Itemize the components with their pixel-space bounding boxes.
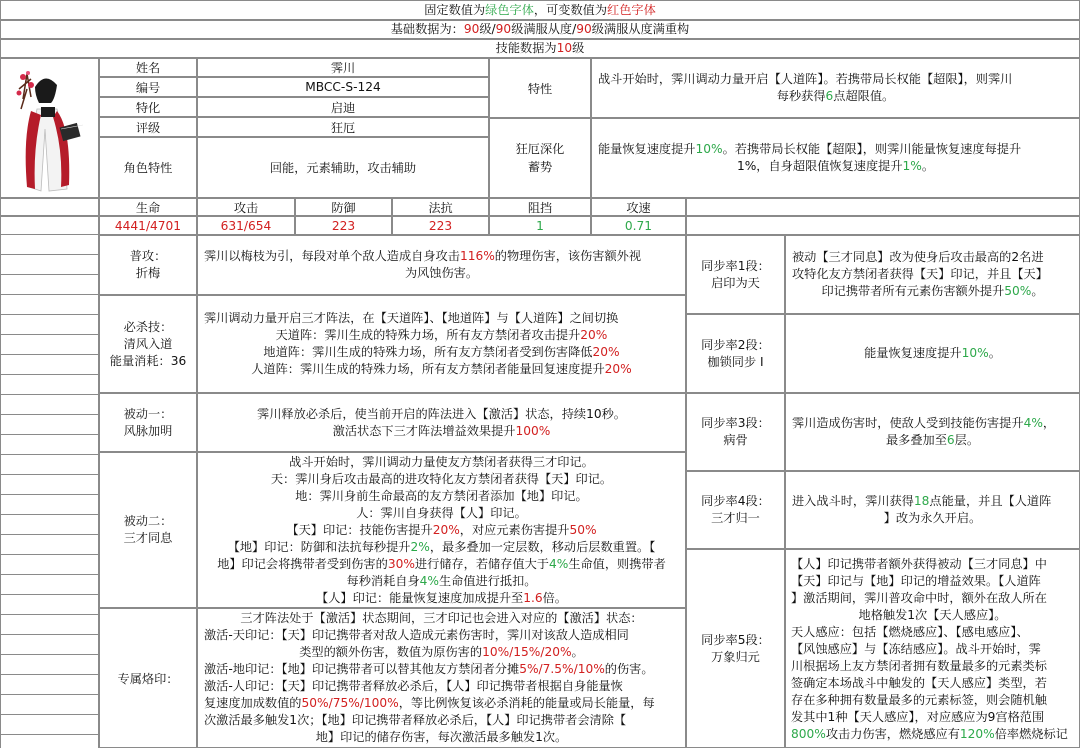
ex-num: 5%/7.5%/10% — [519, 662, 605, 676]
base-f: 级满服从度满重构 — [591, 22, 690, 36]
sync1-line-2: 攻特化友方禁闭者获得【天】印记，并且【天】 — [792, 267, 1048, 281]
s3-seg: ， — [1042, 416, 1056, 430]
normal-seg2: 的物理伤害，该伤害额外视 — [494, 249, 642, 263]
ult-line-1: 霁川调动力量开启三才阵法，在【天道阵】、【地道阵】与【人道阵】之间切换 — [204, 311, 619, 325]
stats-spacer — [0, 198, 99, 216]
id-label: 编号 — [99, 77, 197, 97]
rank-label: 评级 — [99, 117, 197, 137]
character-portrait-icon — [1, 59, 98, 197]
s3-seg: 层。 — [954, 433, 980, 447]
ult-seg: 天道阵：霁川生成的特殊力场，所有友方禁闭者攻击提升 — [275, 328, 581, 342]
stat-value-aspd: 0.71 — [591, 216, 686, 235]
sync5-line-5: 天人感应：包括【燃烧感应】、【感电感应】、 — [791, 625, 1029, 639]
p2-seg: 生命值，则携带者 — [568, 556, 666, 571]
sync5-line-7: 川根据场上友方禁闭者拥有数量最多的元素类标 — [791, 659, 1047, 673]
sync5-line-3: 】激活期间，霁川普攻命中时，额外在敌人所在 — [791, 591, 1047, 605]
portrait-cell — [0, 58, 99, 198]
p2-num: 4% — [548, 556, 569, 571]
sync4-line-1 — [792, 493, 1073, 510]
passive1-line-2 — [204, 423, 679, 440]
passive2-line-8 — [204, 573, 679, 590]
sync2-text — [785, 314, 1080, 393]
sync4-name-2: 三才归一 — [711, 511, 760, 525]
p2-seg: ，对应元素伤害提升 — [459, 522, 570, 537]
p2-num: 2% — [410, 539, 430, 554]
feature-text — [591, 58, 1080, 118]
deep-num2: 1% — [902, 159, 922, 173]
sync1-name-1: 同步率1段： — [701, 258, 770, 273]
sync3-name-2: 病骨 — [723, 433, 748, 447]
passive1-name — [99, 393, 197, 452]
normal-line-2: 为风蚀伤害。 — [404, 266, 479, 280]
sync5-text — [785, 549, 1080, 748]
normal-line-1 — [204, 248, 679, 265]
skill-level-b: 级 — [572, 41, 585, 55]
ult-line-2 — [204, 327, 679, 344]
header-note-red: 红色字体 — [607, 2, 656, 17]
stat-label-res: 法抗 — [392, 198, 489, 216]
name-value: 霁川 — [197, 58, 489, 77]
header-note — [0, 0, 1080, 20]
header-note-green: 绿色字体 — [485, 2, 534, 17]
deep-seg2: 。若携带局长权能【超限】，则霁川能量恢复速度每提升 — [722, 142, 1022, 156]
ult-seg: 地道阵：霁川生成的特殊力场，所有友方禁闭者受到伤害降低 — [263, 345, 593, 359]
sync4-name — [686, 471, 785, 549]
header-note-pre: 固定数值为 — [424, 2, 486, 17]
sync2-name-2: 枷锁同步 I — [707, 354, 764, 369]
exclusive-line-8: 地】印记的储存伤害，每次激活最多触发1次。 — [315, 730, 568, 744]
deep-seg4: 。 — [921, 159, 935, 173]
id-value: MBCC-S-124 — [197, 77, 489, 97]
exclusive-line-5: 激活-人印记：【天】印记携带者释放必杀后，【人】印记携带者根据自身能量恢 — [204, 679, 623, 693]
stat-label-def: 防御 — [295, 198, 392, 216]
exclusive-text — [197, 608, 686, 748]
s4-seg: 进入战斗时，霁川获得 — [792, 494, 914, 508]
passive2-line-5 — [204, 522, 679, 539]
sync3-name-1: 同步率3段： — [701, 416, 770, 430]
p2-seg: 每秒消耗自身 — [346, 573, 420, 588]
exclusive-line-7: 次激活最多触发1次；【地】印记携带者释放必杀后，【人】印记携带者会清除【 — [204, 713, 627, 727]
passive2-name — [99, 452, 197, 608]
p2-seg: 【人】印记：能量恢复速度加成提升至 — [316, 590, 524, 605]
sync3-line-1 — [792, 415, 1073, 432]
ult-name — [99, 295, 197, 393]
sync5-line-1: 【人】印记携带者额外获得被动【三才同息】中 — [791, 557, 1047, 571]
ult-text — [197, 295, 686, 393]
normal-num: 116% — [459, 249, 495, 263]
sync5-line-10: 发其中1种【天人感应】，对应感应为9宫格范围 — [791, 710, 1045, 724]
sync3-text — [785, 393, 1080, 471]
p2-num: 30% — [387, 556, 415, 571]
passive2-line-3: 地：霁川身前生命最高的友方禁闭者添加【地】印记。 — [295, 488, 588, 503]
skill-level-pre: 技能数据为 — [495, 41, 557, 55]
passive1-seg: 激活状态下三才阵法增益效果提升 — [332, 423, 516, 438]
exclusive-line-6 — [204, 695, 679, 712]
stat-value-atk: 631/654 — [197, 216, 295, 235]
feature-line-1: 战斗开始时，霁川调动力量开启【人道阵】。若携带局长权能【超限】，则霁川 — [598, 72, 1013, 86]
deep-text — [591, 118, 1080, 198]
ult-name-2: 清风入道 — [123, 336, 173, 351]
passive2-name-2: 三才同息 — [123, 531, 173, 545]
ex-seg: 。 — [571, 645, 584, 659]
p2-seg: 倍。 — [542, 590, 567, 605]
sync2-line-1 — [792, 345, 1073, 362]
base-c: 90 — [495, 22, 512, 36]
stats-spacer-2 — [0, 216, 99, 235]
normal-name — [99, 235, 197, 295]
exclusive-line-1: 三才阵法处于【激活】状态期间，三才印记也会进入对应的【激活】状态： — [240, 611, 643, 625]
ult-line-3 — [204, 344, 679, 361]
sync5-line-6: 【风蚀感应】与【冻结感应】。战斗开始时，霁 — [791, 642, 1041, 656]
s1-seg: 印记携带者所有元素伤害额外提升 — [821, 284, 1005, 298]
ult-seg: 人道阵：霁川生成的特殊力场，所有友方禁闭者能量回复速度提升 — [251, 362, 605, 376]
s5-num: 120% — [959, 727, 995, 741]
sync1-line-3 — [792, 283, 1073, 300]
ult-num: 20% — [604, 362, 632, 376]
p2-num: 4% — [419, 573, 439, 588]
ex-seg: 类型的额外伤害，数值为原伤害的 — [299, 645, 483, 659]
s2-seg: 能量恢复速度提升 — [864, 346, 962, 360]
stat-label-atk: 攻击 — [197, 198, 295, 216]
deep-num: 10% — [695, 142, 723, 156]
p2-seg: ，最多叠加一定层数，移动后层数重置。【 — [429, 539, 656, 554]
sync5-line-8: 签确定本场战斗中触发的【天人感应】类型，若 — [791, 676, 1047, 690]
name-label: 姓名 — [99, 58, 197, 77]
ult-num: 20% — [592, 345, 620, 359]
trait-value: 启迪 — [197, 97, 489, 117]
stat-value-res: 223 — [392, 216, 489, 235]
base-pre: 基础数据为： — [390, 22, 464, 36]
feature-seg: 每秒获得 — [776, 89, 826, 103]
passive2-line-1: 战斗开始时，霁川调动力量使友方禁闭者获得三才印记。 — [289, 454, 594, 469]
passive2-name-1: 被动二： — [123, 514, 173, 528]
p2-seg: 【地】印记：防御和法抗每秒提升 — [227, 539, 411, 554]
stat-label-hp: 生命 — [99, 198, 197, 216]
normal-text — [197, 235, 686, 295]
passive2-line-2: 天：霁川身后攻击最高的进攻特化友方禁闭者获得【天】印记。 — [270, 471, 613, 486]
deep-seg: 能量恢复速度提升 — [598, 142, 696, 156]
header-note-mid: ，可变数值为 — [533, 2, 608, 17]
header-skill-level — [0, 39, 1080, 58]
s3-seg: 最多叠加至 — [885, 433, 947, 447]
ex-num: 50%/75%/100% — [301, 696, 399, 710]
stat-label-block: 阻挡 — [489, 198, 591, 216]
sync5-name-1: 同步率5段： — [701, 632, 770, 647]
ex-seg: 激活-地印记：【地】印记携带者可以替其他友方禁闭者分摊 — [204, 662, 520, 676]
sync5-line-9: 存在多种拥有数量最多的元素标签，则会随机触 — [791, 693, 1047, 707]
stats-filler — [686, 198, 1080, 216]
passive1-text — [197, 393, 686, 452]
stats-filler-2 — [686, 216, 1080, 235]
s4-num: 18 — [913, 494, 930, 508]
sync5-name — [686, 549, 785, 748]
ult-line-4 — [204, 361, 679, 378]
base-d: 级满服从度/ — [511, 22, 577, 36]
deep-seg3: 1%，自身超限值恢复速度提升 — [736, 159, 903, 173]
feature-seg2: 点超限值。 — [833, 89, 895, 103]
p2-seg: 【天】印记：技能伤害提升 — [286, 522, 433, 537]
sync1-name — [686, 235, 785, 314]
stat-label-aspd: 攻速 — [591, 198, 686, 216]
passive1-name-2: 风脉加明 — [123, 423, 173, 438]
sync1-text — [785, 235, 1080, 314]
sync4-name-1: 同步率4段： — [701, 494, 770, 508]
passive1-num: 100% — [515, 423, 551, 438]
s2-seg: 。 — [988, 346, 1001, 360]
passive1-name-1: 被动一： — [123, 406, 173, 421]
sync3-name — [686, 393, 785, 471]
passive2-line-6 — [204, 539, 679, 556]
s4-seg: 点能量，并且【人道阵 — [929, 494, 1052, 508]
normal-seg: 霁川以梅枝为引，每段对单个敌人造成自身攻击 — [204, 249, 460, 263]
left-grid-column — [0, 235, 99, 748]
ult-name-3: 能量消耗：36 — [109, 353, 187, 368]
p2-num: 50% — [569, 522, 597, 537]
sync2-name — [686, 314, 785, 393]
sync5-name-2: 万象归元 — [711, 649, 760, 664]
passive2-text — [197, 452, 686, 608]
deep-label — [489, 118, 591, 198]
s3-num: 6 — [946, 433, 955, 447]
exclusive-line-4 — [204, 661, 679, 678]
feature-label: 特性 — [489, 58, 591, 118]
s3-seg: 霁川造成伤害时，使敌人受到技能伤害提升 — [792, 416, 1024, 430]
s5-seg: 倍率燃烧标记 — [994, 727, 1068, 741]
base-e: 90 — [576, 22, 592, 36]
sync5-line-2: 【天】印记与【地】印记的增益效果。【人道阵 — [791, 574, 1041, 588]
sync1-line-1: 被动【三才同息】改为使身后攻击最高的2名进 — [792, 250, 1044, 264]
p2-num: 20% — [432, 522, 460, 537]
ex-seg: ，等比例恢复该必杀消耗的能量或局长能量，每 — [398, 696, 655, 710]
passive2-line-4: 人：霁川自身获得【人】印记。 — [356, 505, 527, 520]
s1-num: 50% — [1004, 284, 1032, 298]
sync2-name-1: 同步率2段： — [701, 337, 770, 352]
s5-num: 800% — [791, 727, 826, 741]
stat-value-hp: 4441/4701 — [99, 216, 197, 235]
base-a: 90 — [463, 22, 480, 36]
rank-value: 狂厄 — [197, 117, 489, 137]
p2-num: 1.6 — [523, 590, 543, 605]
feature-num: 6 — [825, 89, 834, 103]
sync4-text — [785, 471, 1080, 549]
sync4-line-2: 】改为永久开启。 — [883, 511, 982, 525]
ex-seg: 复速度加成数值的 — [204, 696, 302, 710]
ult-name-1: 必杀技： — [123, 319, 173, 334]
stat-value-def: 223 — [295, 216, 392, 235]
normal-name-1: 普攻： — [129, 249, 167, 263]
feature-line-2 — [598, 88, 1073, 105]
trait-label: 特化 — [99, 97, 197, 117]
normal-name-2: 折梅 — [135, 266, 161, 280]
ex-num: 10%/15%/20% — [482, 645, 572, 659]
s1-seg: 。 — [1031, 284, 1044, 298]
s5-seg: 攻击力伤害，燃烧感应有 — [825, 727, 960, 741]
s2-num: 10% — [961, 346, 989, 360]
base-b: 级/ — [479, 22, 496, 36]
sync5-line-4: 地格触发1次【天人感应】。 — [858, 608, 1007, 622]
exclusive-name: 专属烙印： — [99, 608, 197, 748]
role-value: 回能，元素辅助，攻击辅助 — [197, 137, 489, 198]
exclusive-line-2: 激活-天印记：【天】印记携带者对敌人造成元素伤害时，霁川对该敌人造成相同 — [204, 628, 629, 642]
deep-label-1: 狂厄深化 — [515, 142, 565, 156]
deep-line-1 — [598, 141, 1073, 158]
skill-level-a: 10 — [556, 41, 573, 55]
deep-line-2 — [598, 158, 1073, 175]
passive2-line-7 — [204, 556, 679, 573]
sync3-line-2 — [792, 432, 1073, 449]
passive1-line-1: 霁川释放必杀后，使当前开启的阵法进入【激活】状态，持续10秒。 — [257, 406, 626, 421]
role-label: 角色特性 — [99, 137, 197, 198]
p2-seg: 生命值进行抵扣。 — [438, 573, 537, 588]
header-base-level — [0, 20, 1080, 39]
sync5-line-11 — [791, 726, 1074, 743]
p2-seg: 进行储存，若储存值大于 — [414, 556, 549, 571]
exclusive-line-3 — [204, 644, 679, 661]
ex-seg: 的伤害。 — [604, 662, 654, 676]
stat-value-block: 1 — [489, 216, 591, 235]
sync1-name-2: 启印为天 — [711, 275, 760, 290]
passive2-line-9 — [204, 590, 679, 607]
ult-num: 20% — [580, 328, 608, 342]
s3-num: 4% — [1023, 416, 1043, 430]
deep-label-2: 蓄势 — [527, 160, 553, 174]
p2-seg: 地】印记会将携带者受到伤害的 — [217, 556, 388, 571]
